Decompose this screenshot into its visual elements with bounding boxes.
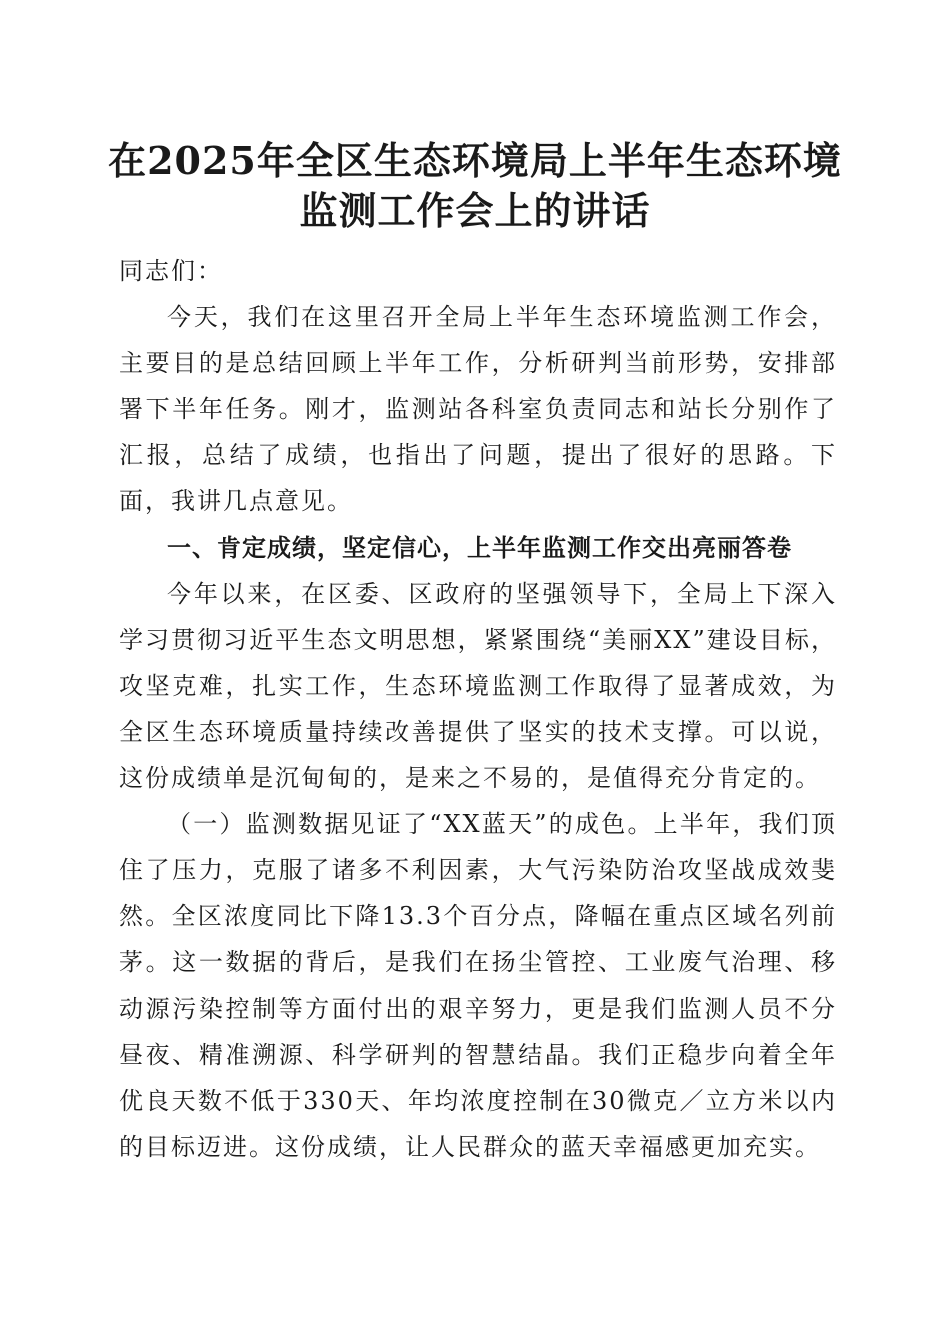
section-heading: 一、肯定成绩，坚定信心，上半年监测工作交出亮丽答卷 — [167, 533, 792, 562]
document-body — [119, 248, 837, 1170]
subsection-paragraph — [119, 801, 837, 1170]
section-paragraph: 今年以来，在区委、区政府的坚强领导下，全局上下深入学习贯彻习近平生态文明思想，紧紧围绕“美丽XX”建设目标，攻坚克难，扎实工作，生态环境监测工作取得了显著成效，为全区生态环境质量持续改善提供了坚实的技术支撑。可以说，这份成绩单是沉甸甸的，是来之不易的，是值得充分肯定的。 — [119, 579, 837, 793]
salutation: 同志们： — [119, 257, 223, 285]
subsection-lead: （一）监测数据见证了“XX蓝天”的成色。 — [167, 810, 654, 839]
document-title: 在2025年全区生态环境局上半年生态环境监测工作会上的讲话 — [108, 138, 842, 233]
subsection-body: 上半年，我们顶住了压力，克服了诸多不利因素，大气污染防治攻坚战成效斐然。全区浓度同比下降13.3个百分点，降幅在重点区域名列前茅。这一数据的背后，是我们在扬尘管控、工业废气治理、移动源污染控制等方面付出的艰辛努力，更是我们监测人员不分昼夜、精准溯源、科学研判的智慧结晶。我们正稳步向着全年优良天数不低于330天、年均浓度控制在30微克／立方米以内的目标迈进。这份成绩，让人民群众的蓝天幸福感更加充实。 — [119, 810, 837, 1161]
intro-paragraph: 今天，我们在这里召开全局上半年生态环境监测工作会，主要目的是总结回顾上半年工作，分析研判当前形势，安排部署下半年任务。刚才，监测站各科室负责同志和站长分别作了汇报，总结了成绩，也指出了问题，提出了很好的思路。下面，我讲几点意见。 — [119, 303, 837, 516]
